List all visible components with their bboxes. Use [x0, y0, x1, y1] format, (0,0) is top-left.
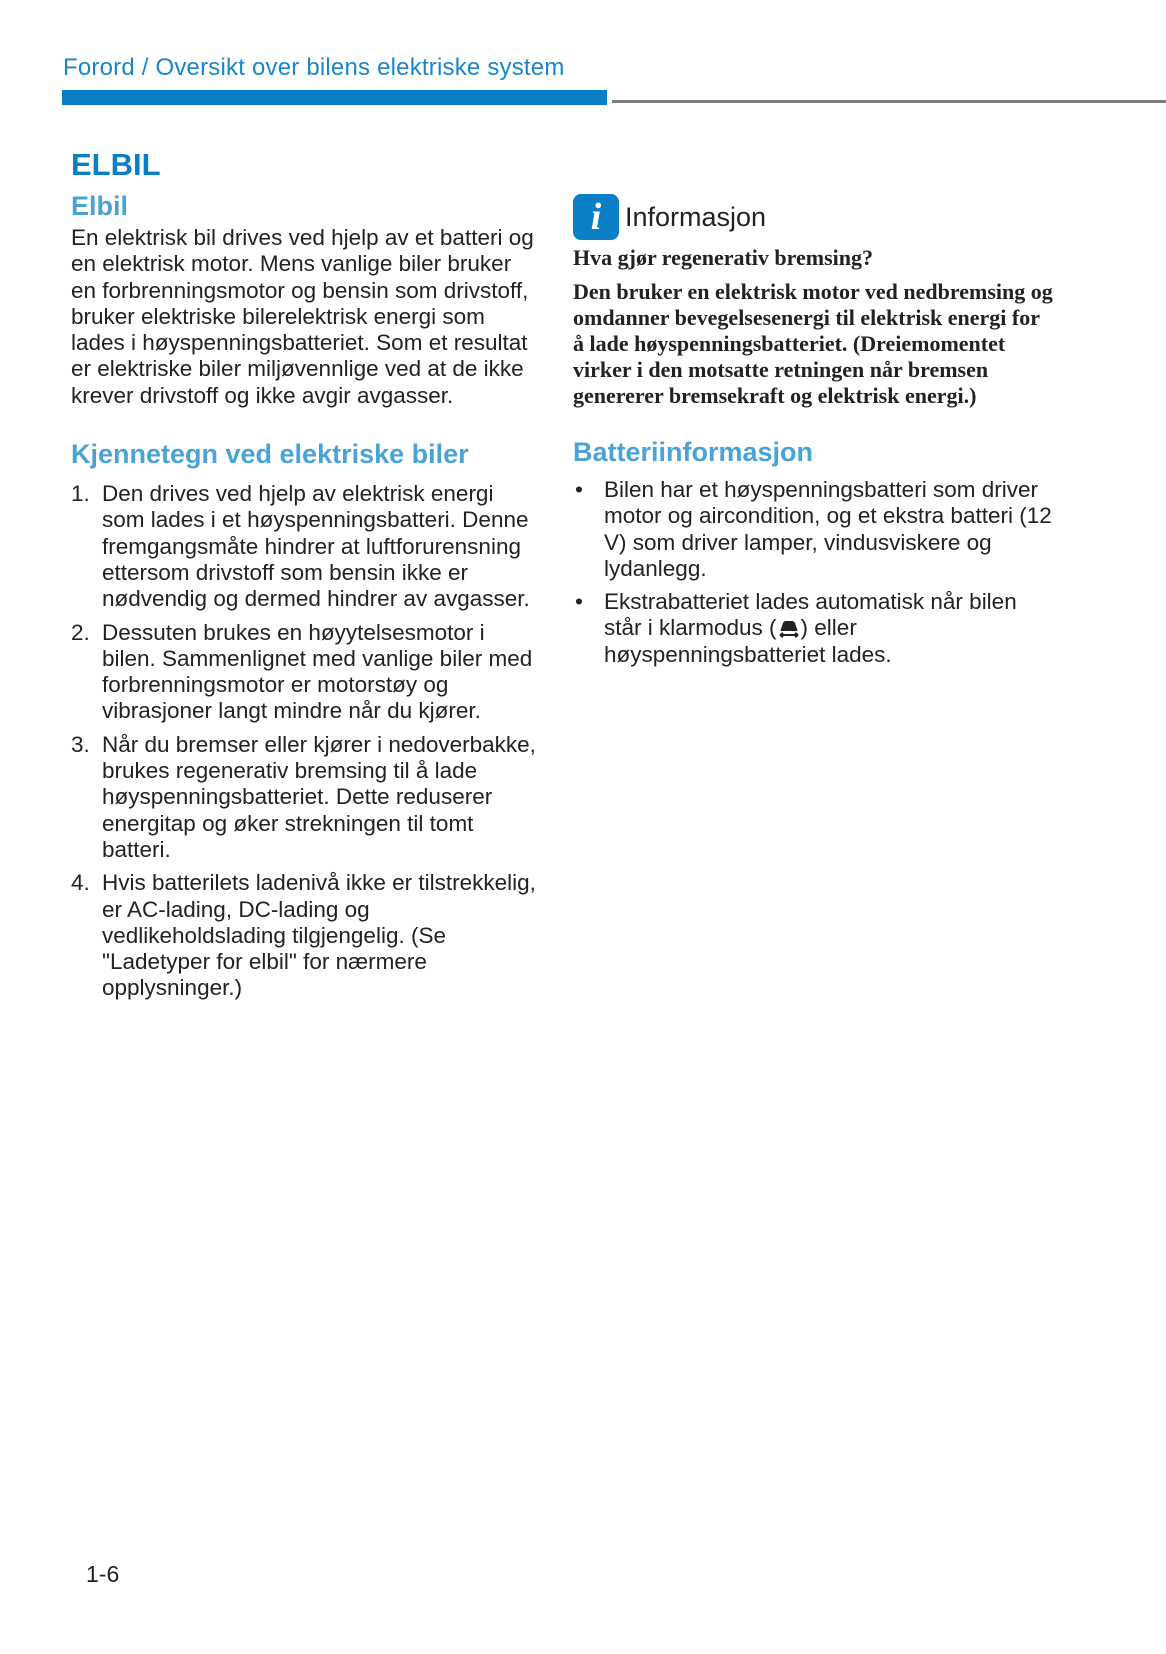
- list-number: 2.: [71, 619, 90, 645]
- left-column: [71, 145, 541, 1009]
- header-divider: [612, 100, 1166, 103]
- bullet: •: [575, 477, 583, 502]
- info-header: [573, 193, 1053, 241]
- list-text: Hvis batterilets ladenivå ikke er tilstrekkelig, er AC-lading, DC-lading og vedlikeholdslading tilgjengelig. (Se "Ladetyper for elbil" for nærmere opplysninger.): [102, 870, 536, 1001]
- section-title-features: Kjennetegn ved elektriske biler: [71, 439, 469, 470]
- ready-mode-car-icon: [777, 618, 801, 638]
- bullet: •: [575, 589, 583, 615]
- info-icon: i: [573, 194, 619, 240]
- list-item: [573, 589, 1053, 668]
- info-title: Informasjon: [625, 201, 767, 232]
- breadcrumb: Forord / Oversikt over bilens elektriske system: [63, 54, 565, 81]
- list-item: [71, 870, 541, 1001]
- list-item: [71, 481, 541, 612]
- battery-list: [573, 477, 1053, 668]
- list-text: Den drives ved hjelp av elektrisk energi som lades i et høyspenningsbatteri. Denne fremgangsmåte hindrer at luftforurensning ettersom drivstoff som bensin ikke er nødvendig og dermed hindrer av avgasser.: [102, 481, 530, 612]
- list-text-before: Ekstrabatteriet lades automatisk når bilen står i klarmodus (: [604, 589, 1017, 641]
- list-text: Når du bremser eller kjører i nedoverbakke, brukes regenerativ bremsing til å lade høyspenningsbatteriet. Dette reduserer energitap og øker strekningen til tomt batteri.: [102, 731, 536, 862]
- list-number: 1.: [71, 481, 90, 507]
- right-column: [573, 193, 1053, 675]
- info-answer: Den bruker en elektrisk motor ved nedbremsing og omdanner bevegelsesenergi til elektrisk energi for å lade høyspenningsbatteriet. (Dreiemomentet virker i den motsatte retningen når bremsen genererer bremsekraft og elektrisk energi.): [573, 279, 1053, 408]
- features-list: [71, 481, 541, 1002]
- list-text-after: ) eller høyspenningsbatteriet lades.: [604, 615, 892, 667]
- list-number: 3.: [71, 731, 90, 757]
- info-question: Hva gjør regenerativ bremsing?: [573, 245, 874, 270]
- list-number: 4.: [71, 870, 90, 896]
- section-title-elbil: Elbil: [71, 191, 129, 221]
- page-number: 1-6: [86, 1561, 120, 1587]
- intro-paragraph: En elektrisk bil drives ved hjelp av et batteri og en elektrisk motor. Mens vanlige biler bruker en forbrenningsmotor og bensin som drivstoff, bruker elektriske bilerelektrisk energi som lades i høyspenningsbatteriet. Som et resultat er elektriske biler miljøvennlige ved at de ikke krever drivstoff og ikke avgir avgasser.: [71, 225, 534, 408]
- header-accent-bar: [62, 90, 607, 105]
- list-item: [71, 620, 541, 725]
- list-item: [71, 732, 541, 863]
- section-title-battery: Batteriinformasjon: [573, 437, 814, 467]
- list-text: Bilen har et høyspenningsbatteri som driver motor og aircondition, og et ekstra batteri (12 V) som driver lamper, vindusviskere og lydanlegg.: [604, 477, 1052, 581]
- list-text: Dessuten brukes en høyytelsesmotor i bilen. Sammenlignet med vanlige biler med forbrenningsmotor er motorstøy og vibrasjoner langt mindre når du kjører.: [102, 619, 533, 724]
- page-title: ELBIL: [71, 147, 161, 182]
- list-item: [573, 477, 1053, 582]
